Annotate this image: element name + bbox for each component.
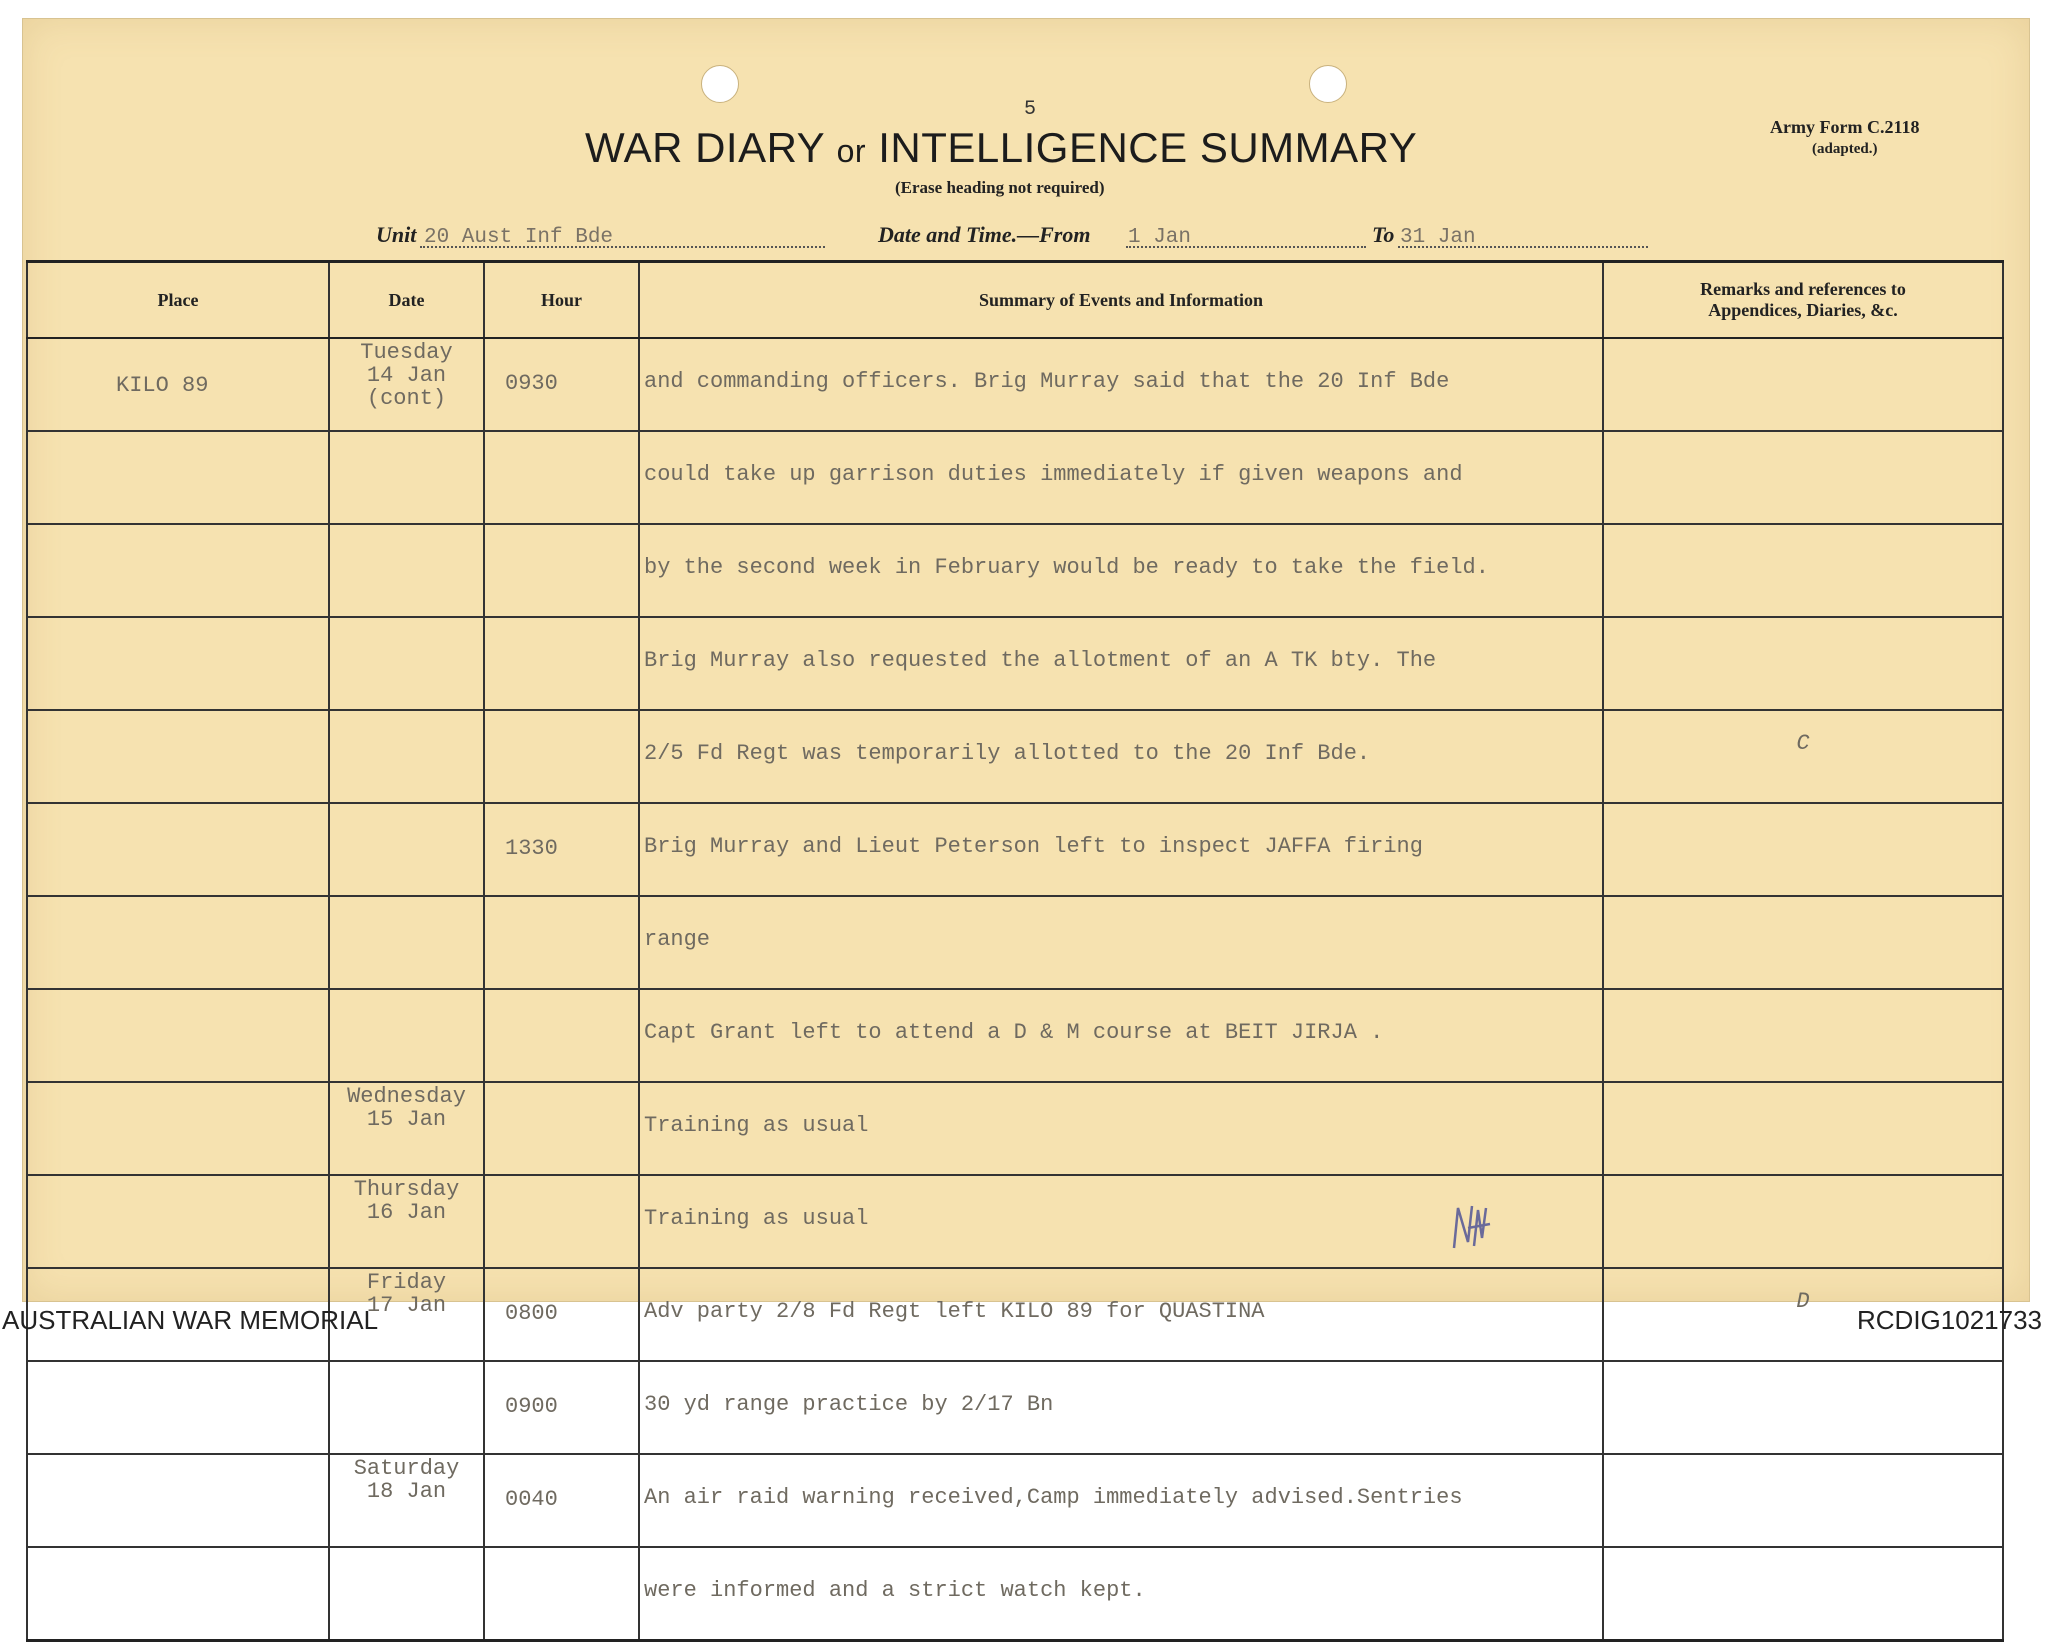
date-to-label: To [1372,222,1395,247]
row-hour: 0040 [484,1454,639,1547]
date-to-value: 31 Jan [1400,226,1476,249]
row-hour [484,524,639,617]
row-remarks: C [1603,710,2003,803]
row-remarks [1603,524,2003,617]
row-hour [484,1547,639,1641]
row-remarks [1603,1361,2003,1454]
table-header-row [27,262,2003,339]
page-title [585,124,1417,172]
row-place [27,1361,329,1454]
row-hour: 0800 [484,1268,639,1361]
row-summary: An air raid warning received,Camp immediately advised.Sentries [639,1454,1603,1547]
punch-hole-left [701,65,739,103]
row-hour: 0930 [484,338,639,431]
date-from-value: 1 Jan [1128,226,1192,249]
row-remarks [1603,338,2003,431]
table-row [27,1175,2003,1268]
row-date [329,1361,484,1454]
row-place [27,896,329,989]
header-summary: Summary of Events and Information [639,262,1603,339]
header-hour: Hour [484,262,639,339]
row-hour [484,896,639,989]
row-date [329,989,484,1082]
row-summary: 30 yd range practice by 2/17 Bn [639,1361,1603,1454]
row-summary: Training as usual [639,1082,1603,1175]
table-row [27,989,2003,1082]
row-summary: Adv party 2/8 Fd Regt left KILO 89 for QUASTINA [639,1268,1603,1361]
row-summary: could take up garrison duties immediately if given weapons and [639,431,1603,524]
table-row [27,1082,2003,1175]
row-date [329,803,484,896]
row-date [329,1547,484,1641]
row-place [27,710,329,803]
table-row [27,338,2003,431]
army-form-adapted: (adapted.) [1812,141,1878,157]
row-remarks [1603,617,2003,710]
row-hour: 1330 [484,803,639,896]
row-place [27,524,329,617]
title-war-diary: WAR DIARY [585,124,825,171]
row-date [329,896,484,989]
handwritten-initials [1448,1198,1496,1254]
row-remarks [1603,1547,2003,1641]
row-summary: were informed and a strict watch kept. [639,1547,1603,1641]
row-hour [484,1082,639,1175]
table-row [27,617,2003,710]
row-hour [484,710,639,803]
row-remarks [1603,431,2003,524]
row-remarks: D [1603,1268,2003,1361]
row-remarks [1603,1175,2003,1268]
row-summary: by the second week in February would be ready to take the field. [639,524,1603,617]
row-place [27,617,329,710]
army-form-number: Army Form C.2118 [1770,117,1920,137]
row-remarks [1603,989,2003,1082]
date-to-dotted-line [1398,246,1648,248]
row-date [329,524,484,617]
page-subtitle: (Erase heading not required) [895,178,1105,197]
row-summary: and commanding officers. Brig Murray said that the 20 Inf Bde [639,338,1603,431]
footer-source: AUSTRALIAN WAR MEMORIAL [2,1305,379,1335]
row-date: Friday 17 Jan [329,1268,484,1361]
row-summary: Brig Murray also requested the allotment of an A TK bty. The [639,617,1603,710]
row-date [329,431,484,524]
row-summary: range [639,896,1603,989]
row-summary: Brig Murray and Lieut Peterson left to inspect JAFFA firing [639,803,1603,896]
table-row [27,524,2003,617]
table-row [27,1361,2003,1454]
row-summary: Capt Grant left to attend a D & M course at BEIT JIRJA . [639,989,1603,1082]
row-place [27,803,329,896]
row-summary: 2/5 Fd Regt was temporarily allotted to the 20 Inf Bde. [639,710,1603,803]
row-remarks [1603,1454,2003,1547]
row-remarks [1603,1082,2003,1175]
page-number: 5 [1024,98,1037,121]
header-remarks: Remarks and references to Appendices, Diaries, &c. [1603,262,2003,339]
footer-record-id: RCDIG1021733 [1857,1305,2042,1335]
row-date [329,617,484,710]
table-row [27,1454,2003,1547]
army-form-label [1770,116,1919,160]
header-date: Date [329,262,484,339]
row-remarks [1603,803,2003,896]
date-from-label: Date and Time.—From [878,222,1091,247]
row-place [27,1175,329,1268]
row-summary: Training as usual [639,1175,1603,1268]
row-place: KILO 89 [27,338,329,431]
title-or: or [836,133,867,169]
row-place [27,1454,329,1547]
row-remarks [1603,896,2003,989]
punch-hole-right [1309,65,1347,103]
row-place [27,989,329,1082]
row-hour [484,431,639,524]
row-date: Saturday 18 Jan [329,1454,484,1547]
row-date: Thursday 16 Jan [329,1175,484,1268]
row-place [27,431,329,524]
row-place [27,1082,329,1175]
row-hour [484,1175,639,1268]
table-row [27,710,2003,803]
unit-dotted-line [420,246,825,248]
header-place: Place [27,262,329,339]
title-intelligence-summary: INTELLIGENCE SUMMARY [878,124,1418,171]
row-hour [484,989,639,1082]
row-hour: 0900 [484,1361,639,1454]
row-date: Tuesday 14 Jan (cont) [329,338,484,431]
table-row [27,896,2003,989]
table-row [27,431,2003,524]
diary-table [26,260,2004,1642]
date-from-dotted-line [1126,246,1366,248]
row-date: Wednesday 15 Jan [329,1082,484,1175]
unit-label: Unit [376,222,417,247]
row-date [329,710,484,803]
row-hour [484,617,639,710]
unit-value: 20 Aust Inf Bde [424,226,614,249]
row-place [27,1547,329,1641]
table-row [27,1547,2003,1641]
table-row [27,803,2003,896]
